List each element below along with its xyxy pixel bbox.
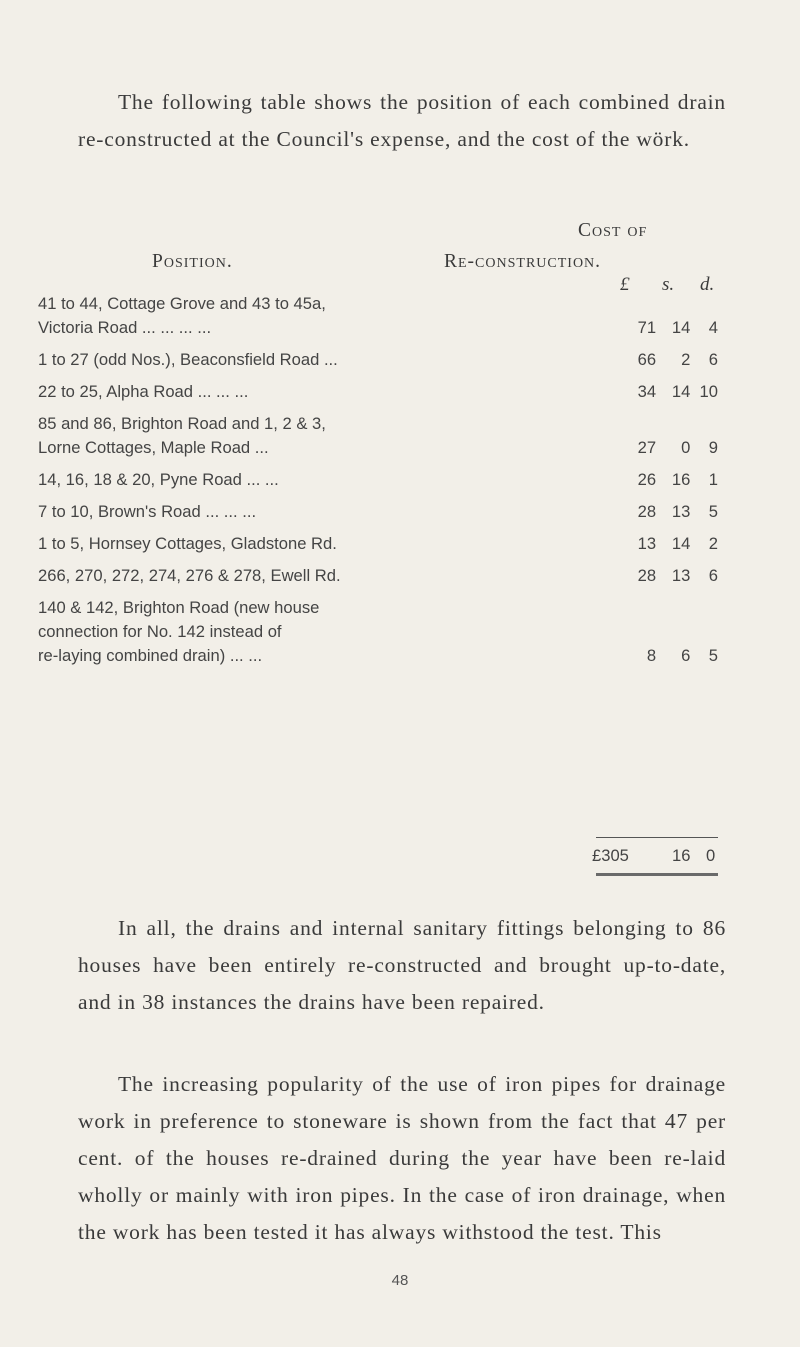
position-cell (38, 564, 602, 596)
shillings-cell: 2 (681, 350, 691, 369)
pounds-cell: 28 (637, 502, 657, 521)
shillings-cell: 16 (671, 470, 691, 489)
position-cell (38, 500, 602, 532)
cost-table (38, 292, 718, 676)
pence-cell: 5 (708, 502, 718, 521)
shillings-cell: 13 (671, 502, 691, 521)
total-shillings: 16 (672, 846, 691, 865)
position-line: 22 to 25, Alpha Road ... ... ... (38, 382, 249, 401)
position-line: Victoria Road ... ... ... ... (38, 318, 212, 337)
position-cell (38, 468, 602, 500)
shillings-cell: 6 (681, 646, 691, 665)
heading-cost-of: Cost of (578, 220, 648, 241)
position-line: 7 to 10, Brown's Road ... ... ... (38, 502, 257, 521)
total-rule-bottom (596, 873, 718, 876)
position-cell (38, 292, 602, 348)
pounds-cell: 26 (637, 470, 657, 489)
position-line: 1 to 27 (odd Nos.), Beaconsfield Road ... (38, 350, 338, 369)
position-cell (38, 348, 602, 380)
total-rule-top (596, 837, 718, 838)
pence-cell: 6 (708, 350, 718, 369)
position-cell (38, 532, 602, 564)
table-row (38, 292, 718, 348)
shillings-cell: 0 (681, 438, 691, 457)
table-row (38, 500, 718, 532)
position-line: 14, 16, 18 & 20, Pyne Road ... ... (38, 470, 279, 489)
paragraph-drains: In all, the drains and internal sanitary fittings belonging to 86 houses have been entirely re-constructed and brought up-to-date, and in 38 instances the drains have been repaired. (78, 916, 726, 1014)
unit-pence: d. (700, 274, 715, 295)
heading-reconstruction: Re-construction. (444, 251, 602, 272)
pounds-cell: 28 (637, 566, 657, 585)
table-row (38, 468, 718, 500)
pounds-cell: 13 (637, 534, 657, 553)
total-pounds: £305 (592, 846, 629, 865)
position-line: 41 to 44, Cottage Grove and 43 to 45a, (38, 294, 326, 313)
shillings-cell: 14 (671, 382, 691, 401)
position-line: connection for No. 142 instead of (38, 622, 282, 641)
table-row (38, 532, 718, 564)
unit-shillings: s. (662, 274, 675, 295)
pence-cell: 4 (708, 318, 718, 337)
pence-cell: 5 (708, 646, 718, 665)
table-row (38, 380, 718, 412)
position-line: 1 to 5, Hornsey Cottages, Gladstone Rd. (38, 534, 337, 553)
table-row (38, 412, 718, 468)
pounds-cell: 34 (637, 382, 657, 401)
position-cell (38, 380, 602, 412)
position-cell (38, 412, 602, 468)
pounds-cell: 66 (637, 350, 657, 369)
shillings-cell: 13 (671, 566, 691, 585)
pence-cell: 1 (708, 470, 718, 489)
position-line: Lorne Cottages, Maple Road ... (38, 438, 269, 457)
heading-position: Position. (152, 251, 233, 272)
position-line: 85 and 86, Brighton Road and 1, 2 & 3, (38, 414, 326, 433)
position-cell (38, 596, 602, 676)
pounds-cell: 8 (646, 646, 657, 665)
cost-table-body (38, 292, 718, 676)
table-row (38, 564, 718, 596)
total-pence: 0 (706, 846, 716, 865)
paragraph-iron-pipes: The increasing popularity of the use of iron pipes for drainage work in preference to stoneware is shown from the fact that 47 per cent. of the houses re-drained during the year have been re-laid wholly or mainly with iron pipes. In the case of iron drainage, when the work has been tested it has always withstood the test. This (78, 1072, 726, 1244)
page-number: 48 (391, 1272, 409, 1289)
shillings-cell: 14 (671, 534, 691, 553)
position-line: 140 & 142, Brighton Road (new house (38, 598, 320, 617)
pence-cell: 2 (708, 534, 718, 553)
table-row (38, 596, 718, 676)
table-row (38, 348, 718, 380)
pence-cell: 10 (699, 382, 718, 401)
intro-paragraph: The following table shows the position of each combined drain re-constructed at the Council's expense, and the cost of the wörk. (78, 90, 726, 151)
pounds-cell: 71 (637, 318, 657, 337)
position-line: 266, 270, 272, 274, 276 & 278, Ewell Rd. (38, 566, 341, 585)
unit-pounds: £ (620, 274, 630, 295)
shillings-cell: 14 (671, 318, 691, 337)
pence-cell: 9 (708, 438, 718, 457)
pence-cell: 6 (708, 566, 718, 585)
pounds-cell: 27 (637, 438, 657, 457)
position-line: re-laying combined drain) ... ... (38, 646, 263, 665)
